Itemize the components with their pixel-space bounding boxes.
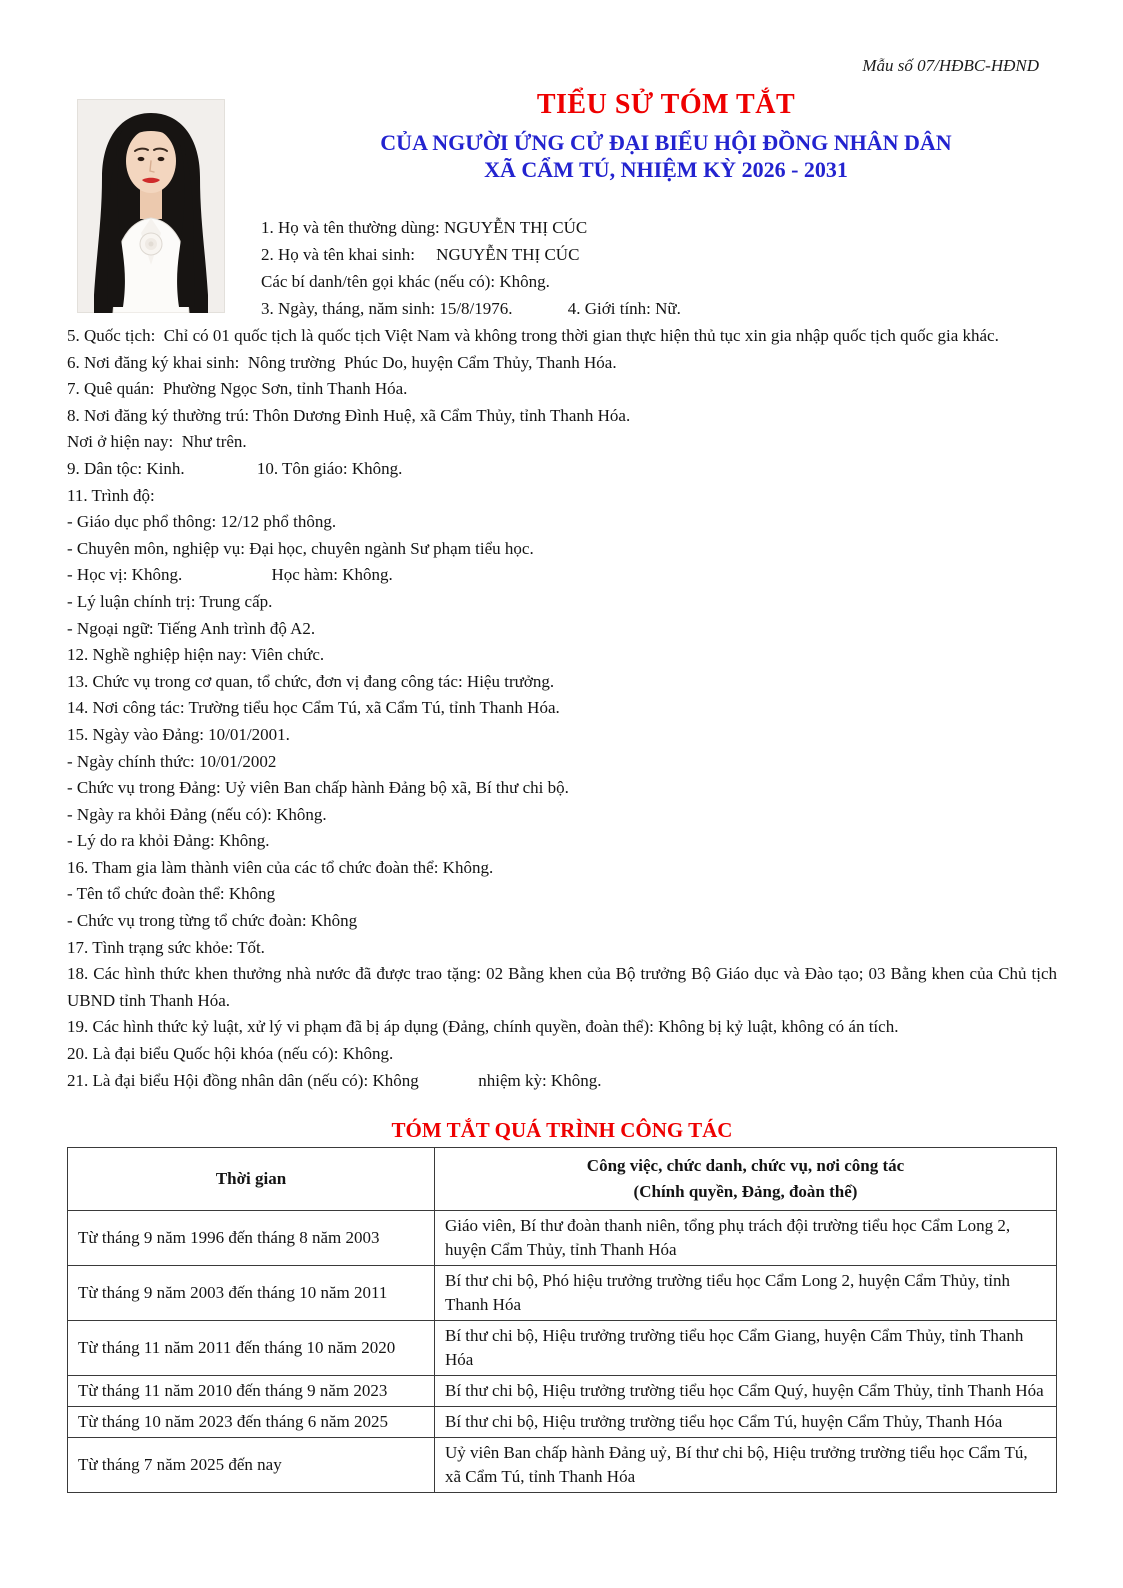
personal-info-body xyxy=(67,323,1062,1094)
column-header-time: Thời gian xyxy=(68,1148,435,1211)
candidate-photo xyxy=(77,99,225,313)
work-history-row xyxy=(68,1211,1057,1266)
bio-line: - Lý luận chính trị: Trung cấp. xyxy=(67,591,273,611)
bio-line: 6. Nơi đăng ký khai sinh: Nông trường Phúc Do, huyện Cẩm Thủy, Thanh Hóa. xyxy=(67,352,617,372)
column-header-job xyxy=(435,1148,1057,1211)
bio-line: - Chuyên môn, nghiệp vụ: Đại học, chuyên ngành Sư phạm tiểu học. xyxy=(67,538,534,558)
bio-line: 14. Nơi công tác: Trường tiểu học Cẩm Tú, xã Cẩm Tú, tỉnh Thanh Hóa. xyxy=(67,698,560,718)
job-cell: Bí thư chi bộ, Hiệu trưởng trường tiểu học Cẩm Giang, huyện Cẩm Thủy, tỉnh Thanh Hóa xyxy=(435,1321,1057,1376)
time-cell: Từ tháng 7 năm 2025 đến nay xyxy=(68,1438,435,1493)
bio-line: - Chức vụ trong từng tổ chức đoàn: Không xyxy=(67,911,358,931)
bio-line: 8. Nơi đăng ký thường trú: Thôn Dương Đình Huệ, xã Cẩm Thủy, tỉnh Thanh Hóa. xyxy=(67,405,631,425)
bio-line: 18. Các hình thức khen thưởng nhà nước đã được trao tặng: 02 Bằng khen của Bộ trưởng Bộ Giáo dục và Đào tạo; 03 Bằng khen của Chủ tịch UBND tỉnh Thanh Hóa. xyxy=(67,964,1062,1010)
form-code: Mẫu số 07/HĐBC-HĐND xyxy=(862,56,1039,75)
bio-line: 11. Trình độ: xyxy=(67,485,155,505)
work-history-row xyxy=(68,1376,1057,1407)
bio-line: 15. Ngày vào Đảng: 10/01/2001. xyxy=(67,724,290,744)
bio-line: 12. Nghề nghiệp hiện nay: Viên chức. xyxy=(67,645,325,665)
bio-line: 20. Là đại biểu Quốc hội khóa (nếu có): Không. xyxy=(67,1044,394,1064)
work-history-table xyxy=(67,1147,1057,1493)
bio-line: - Chức vụ trong Đảng: Uỷ viên Ban chấp hành Đảng bộ xã, Bí thư chi bộ. xyxy=(67,778,569,798)
bio-line: 17. Tình trạng sức khỏe: Tốt. xyxy=(67,937,265,957)
job-cell: Uỷ viên Ban chấp hành Đảng uỷ, Bí thư chi bộ, Hiệu trưởng trường tiểu học Cẩm Tú, xã Cẩm Tú, tỉnh Thanh Hóa xyxy=(435,1438,1057,1493)
personal-info-intro xyxy=(261,214,1051,322)
bio-line: 19. Các hình thức kỷ luật, xử lý vi phạm đã bị áp dụng (Đảng, chính quyền, đoàn thể): Không bị kỷ luật, không có án tích. xyxy=(67,1017,899,1037)
document-subtitle-2: XÃ CẨM TÚ, NHIỆM KỲ 2026 - 2031 xyxy=(484,157,848,182)
work-history-row xyxy=(68,1266,1057,1321)
job-cell: Giáo viên, Bí thư đoàn thanh niên, tổng phụ trách đội trường tiểu học Cẩm Long 2, huyện Cẩm Thủy, tỉnh Thanh Hóa xyxy=(435,1211,1057,1266)
document-header xyxy=(225,88,1107,183)
time-cell: Từ tháng 11 năm 2011 đến tháng 10 năm 2020 xyxy=(68,1321,435,1376)
bio-line: - Học vị: Không. Học hàm: Không. xyxy=(67,565,393,585)
work-history-heading: TÓM TẮT QUÁ TRÌNH CÔNG TÁC xyxy=(391,1118,733,1142)
bio-line: 13. Chức vụ trong cơ quan, tổ chức, đơn vị đang công tác: Hiệu trưởng. xyxy=(67,671,555,691)
job-cell: Bí thư chi bộ, Hiệu trưởng trường tiểu học Cẩm Tú, huyện Cẩm Thủy, Thanh Hóa xyxy=(435,1407,1057,1438)
job-cell: Bí thư chi bộ, Hiệu trưởng trường tiểu học Cẩm Quý, huyện Cẩm Thủy, tỉnh Thanh Hóa xyxy=(435,1376,1057,1407)
job-cell: Bí thư chi bộ, Phó hiệu trưởng trường tiểu học Cẩm Long 2, huyện Cẩm Thủy, tỉnh Thanh Hóa xyxy=(435,1266,1057,1321)
bio-line: - Ngày chính thức: 10/01/2002 xyxy=(67,751,277,771)
work-history-header-row xyxy=(68,1148,1057,1211)
bio-line: 21. Là đại biểu Hội đồng nhân dân (nếu có): Không nhiệm kỳ: Không. xyxy=(67,1070,602,1090)
bio-line: Nơi ở hiện nay: Như trên. xyxy=(67,432,247,452)
bio-line: - Lý do ra khỏi Đảng: Không. xyxy=(67,831,270,851)
bio-line: 5. Quốc tịch: Chỉ có 01 quốc tịch là quốc tịch Việt Nam và không trong thời gian thực hiện thủ tục xin gia nhập quốc tịch quốc gia khác. xyxy=(67,326,999,345)
time-cell: Từ tháng 9 năm 2003 đến tháng 10 năm 2011 xyxy=(68,1266,435,1321)
document-subtitle-1: CỦA NGƯỜI ỨNG CỬ ĐẠI BIỂU HỘI ĐỒNG NHÂN DÂN xyxy=(380,130,952,155)
column-header-job-line1: Công việc, chức danh, chức vụ, nơi công tác xyxy=(586,1156,905,1175)
portrait-illustration xyxy=(77,99,225,313)
intro-line: 1. Họ và tên thường dùng: NGUYỄN THỊ CÚC xyxy=(261,218,588,237)
bio-line: - Ngày ra khỏi Đảng (nếu có): Không. xyxy=(67,804,327,824)
intro-line: 2. Họ và tên khai sinh: NGUYỄN THỊ CÚC xyxy=(261,245,580,264)
work-history-row xyxy=(68,1438,1057,1493)
work-history-row xyxy=(68,1407,1057,1438)
time-cell: Từ tháng 11 năm 2010 đến tháng 9 năm 2023 xyxy=(68,1376,435,1407)
time-cell: Từ tháng 10 năm 2023 đến tháng 6 năm 2025 xyxy=(68,1407,435,1438)
bio-line: - Ngoại ngữ: Tiếng Anh trình độ A2. xyxy=(67,618,316,638)
intro-line: Các bí danh/tên gọi khác (nếu có): Không. xyxy=(261,272,550,291)
time-cell: Từ tháng 9 năm 1996 đến tháng 8 năm 2003 xyxy=(68,1211,435,1266)
bio-line: - Giáo dục phổ thông: 12/12 phổ thông. xyxy=(67,512,337,532)
intro-line: 3. Ngày, tháng, năm sinh: 15/8/1976. 4. Giới tính: Nữ. xyxy=(261,299,681,318)
bio-line: 9. Dân tộc: Kinh. 10. Tôn giáo: Không. xyxy=(67,458,403,478)
column-header-job-line2: (Chính quyền, Đảng, đoàn thể) xyxy=(633,1182,858,1201)
document-title: TIỂU SỬ TÓM TẮT xyxy=(536,89,796,120)
bio-line: 16. Tham gia làm thành viên của các tổ chức đoàn thể: Không. xyxy=(67,857,494,877)
bio-line: 7. Quê quán: Phường Ngọc Sơn, tỉnh Thanh Hóa. xyxy=(67,379,408,399)
work-history-row xyxy=(68,1321,1057,1376)
bio-line: - Tên tổ chức đoàn thể: Không xyxy=(67,884,276,904)
